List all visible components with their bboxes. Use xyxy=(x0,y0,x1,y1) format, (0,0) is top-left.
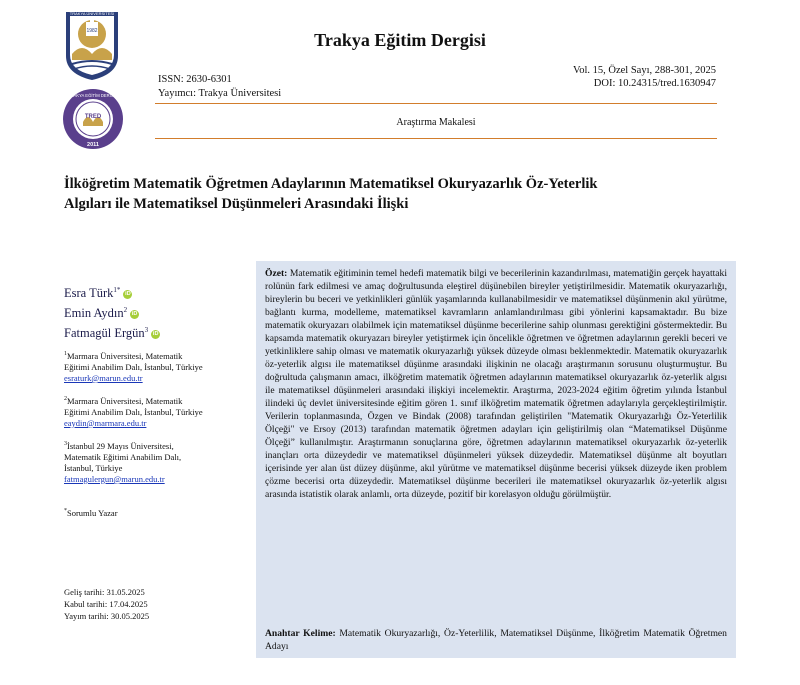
paper-title-line1: İlköğretim Matematik Öğretmen Adaylarının Matematiksel Okuryazarlık Öz-Yeterlik xyxy=(64,176,598,192)
author xyxy=(64,282,160,302)
publisher: Yayımcı: Trakya Üniversitesi xyxy=(158,88,282,99)
svg-text:TRAKYA ÜNİVERSİTESİ: TRAKYA ÜNİVERSİTESİ xyxy=(69,10,115,16)
abstract-box xyxy=(256,261,736,658)
svg-text:1982: 1982 xyxy=(86,28,98,34)
affiliation-line: İstanbul, Türkiye xyxy=(64,462,123,473)
affiliation-line: Eğitimi Anabilim Dalı, İstanbul, Türkiye xyxy=(64,406,203,417)
author-list xyxy=(64,282,160,342)
keywords-text: Matematik Okuryazarlığı, Öz-Yeterlilik, Matematiksel Düşünme, İlköğretim Matematik Öğretmen Adayı xyxy=(265,628,727,652)
author-name: Emin Aydın xyxy=(64,306,124,321)
affiliation-sup: 2 xyxy=(64,396,67,402)
author xyxy=(64,322,160,342)
email-link[interactable]: esraturk@marun.edu.tr xyxy=(64,372,143,383)
author-sup: 2 xyxy=(123,306,128,315)
affiliation-line: Marmara Üniversitesi, Matematik xyxy=(67,350,183,361)
svg-text:2011: 2011 xyxy=(87,142,99,148)
published-date: Yayım tarihi: 30.05.2025 xyxy=(64,611,150,621)
author-name: Esra Türk xyxy=(64,286,114,301)
author-name: Fatmagül Ergün xyxy=(64,326,145,341)
author xyxy=(64,302,160,322)
affiliation-line: Marmara Üniversitesi, Matematik xyxy=(67,395,183,406)
email-link[interactable]: fatmagulergun@marun.edu.tr xyxy=(64,473,165,484)
email-link[interactable]: eaydin@marmara.edu.tr xyxy=(64,417,147,428)
orcid-icon[interactable]: iD xyxy=(125,291,131,298)
issn: ISSN: 2630-6301 xyxy=(158,74,232,85)
doi: DOI: 10.24315/tred.1630947 xyxy=(593,78,716,89)
volume-block xyxy=(573,64,716,90)
svg-text:TRAKYA EĞİTİM DERGİSİ: TRAKYA EĞİTİM DERGİSİ xyxy=(67,93,119,98)
header-divider xyxy=(155,103,717,104)
abstract-text: Matematik eğitiminin temel hedefi matematik bilgi ve becerilerinin kazandırılması, matematiğin gerçek hayattaki rolünün fark edilmesi ve amaç doğrultusunda eleştirel düşünebilen bireyler yetiştirilmesidir. Matematik okuryazarlığı, bireylerin bu beceri ve yetkinlikleri günlük yaşamlarında kullanabilmesidir ve matematiksel düşünmenin akıl yürütme, bağlantı kurma, modelleme, matematiksel kavramların anlamlandırılması gibi yönlerini kapsamaktadır. Bu bize matematik okuryazarı olabilmek için matematiksel düşünme becerilerine sahip olunması gerektiğini göstermektedir. Bu kapsamda matematik okuryazarı bireyler yetiştirmek için öncelikle öğretmen ve öğretmen adaylarının gerekli beceri ve yetkinliklere sahip olması ve matematik okuryazarlığı yüksek düzeyde olması beklenmektedir. Matematik okuryazarlık öz-yeterlik algısı ile matematiksel düşünme arasındaki ilişkinin ne olacağı araştırmanın sorusunu oluşturmuştur. Bu doğrultuda çalışmanın amacı, ilköğretim matematik öğretmen adaylarının matematiksel okuryazarlık öz-yeterlik algısı ile matematiksel düşünmeleri arasındaki ilişkiyi incelemektir. Araştırma, 2023-2024 eğitim öğretim yılında İstanbul ilindeki üç devlet üniversitesinde eğitim gören 1. sınıf ilköğretim matematik öğretmen adaylarıyla gerçekleştirilmiştir. Verilerin toplanmasında, Özgen ve Bindak (2008) tarafından geliştirilen "Matematik Okuryazarlığı Öz-Yeterlilik Ölçeği" ve Ersoy (2013) tarafından matematik öğretmen adayları için geliştirilmiş olan “Matematiksel Düşünme Ölçeği” kullanılmıştır. Araştırmanın sonuçlarına göre, öğretmen adaylarının matematiksel okuryazarlık öz-yeterlik inançları orta düzeydedir ve matematiksel düşünmeleri yüksek düzeydedir. Matematiksel düşünme alt boyutları içerisinde yer alan üst düzey düşünme, akıl yürütme ve matematiksel düşünme becerisi yüksek düzeyde iken problem çözme becerisi orta düzeydedir. Matematiksel düşünme becerileri ile matematiksel okuryazarlık öz-yeterlik algısı arasında istatistik olarak anlamlı, orta düzeyde, pozitif bir korelasyon olduğu görülmüştür. xyxy=(265,268,727,500)
corresponding-label: Sorumlu Yazar xyxy=(67,507,118,518)
affiliation-sup: 1 xyxy=(64,351,67,357)
journal-logo xyxy=(62,88,124,150)
keywords xyxy=(265,627,727,653)
corresponding-sup: * xyxy=(64,508,67,514)
affiliation-line: İstanbul 29 Mayıs Üniversitesi, xyxy=(67,440,174,451)
svg-text:TRED: TRED xyxy=(84,114,102,120)
affiliation-sup: 3 xyxy=(64,441,67,447)
received-date: Geliş tarihi: 31.05.2025 xyxy=(64,587,145,597)
keywords-label: Anahtar Kelime: xyxy=(265,628,340,639)
author-sup: 1* xyxy=(113,286,121,294)
author-sup: 3 xyxy=(144,326,149,335)
header-divider-bottom xyxy=(155,138,717,139)
article-type: Araştırma Makalesi xyxy=(396,117,476,128)
corresponding-author-note xyxy=(64,506,234,519)
orcid-icon[interactable]: iD xyxy=(152,331,159,338)
affiliation xyxy=(64,394,234,429)
orcid-icon[interactable]: iD xyxy=(131,311,138,318)
journal-title: Trakya Eğitim Dergisi xyxy=(314,30,486,50)
affiliation xyxy=(64,439,234,485)
abstract-label: Özet: xyxy=(265,268,290,279)
affiliation xyxy=(64,349,234,384)
volume-info: Vol. 15, Özel Sayı, 288-301, 2025 xyxy=(572,65,716,76)
paper-title xyxy=(64,174,724,214)
dates-block xyxy=(64,586,149,622)
paper-title-line2: Algıları ile Matematiksel Düşünmeleri Arasındaki İlişki xyxy=(64,196,409,212)
affiliation-line: Eğitimi Anabilim Dalı, İstanbul, Türkiye xyxy=(64,361,203,372)
abstract xyxy=(265,267,727,501)
accepted-date: Kabul tarihi: 17.04.2025 xyxy=(64,599,148,609)
affiliation-line: Matematik Eğitimi Anabilim Dalı, xyxy=(64,451,182,462)
issn-block xyxy=(158,73,281,101)
